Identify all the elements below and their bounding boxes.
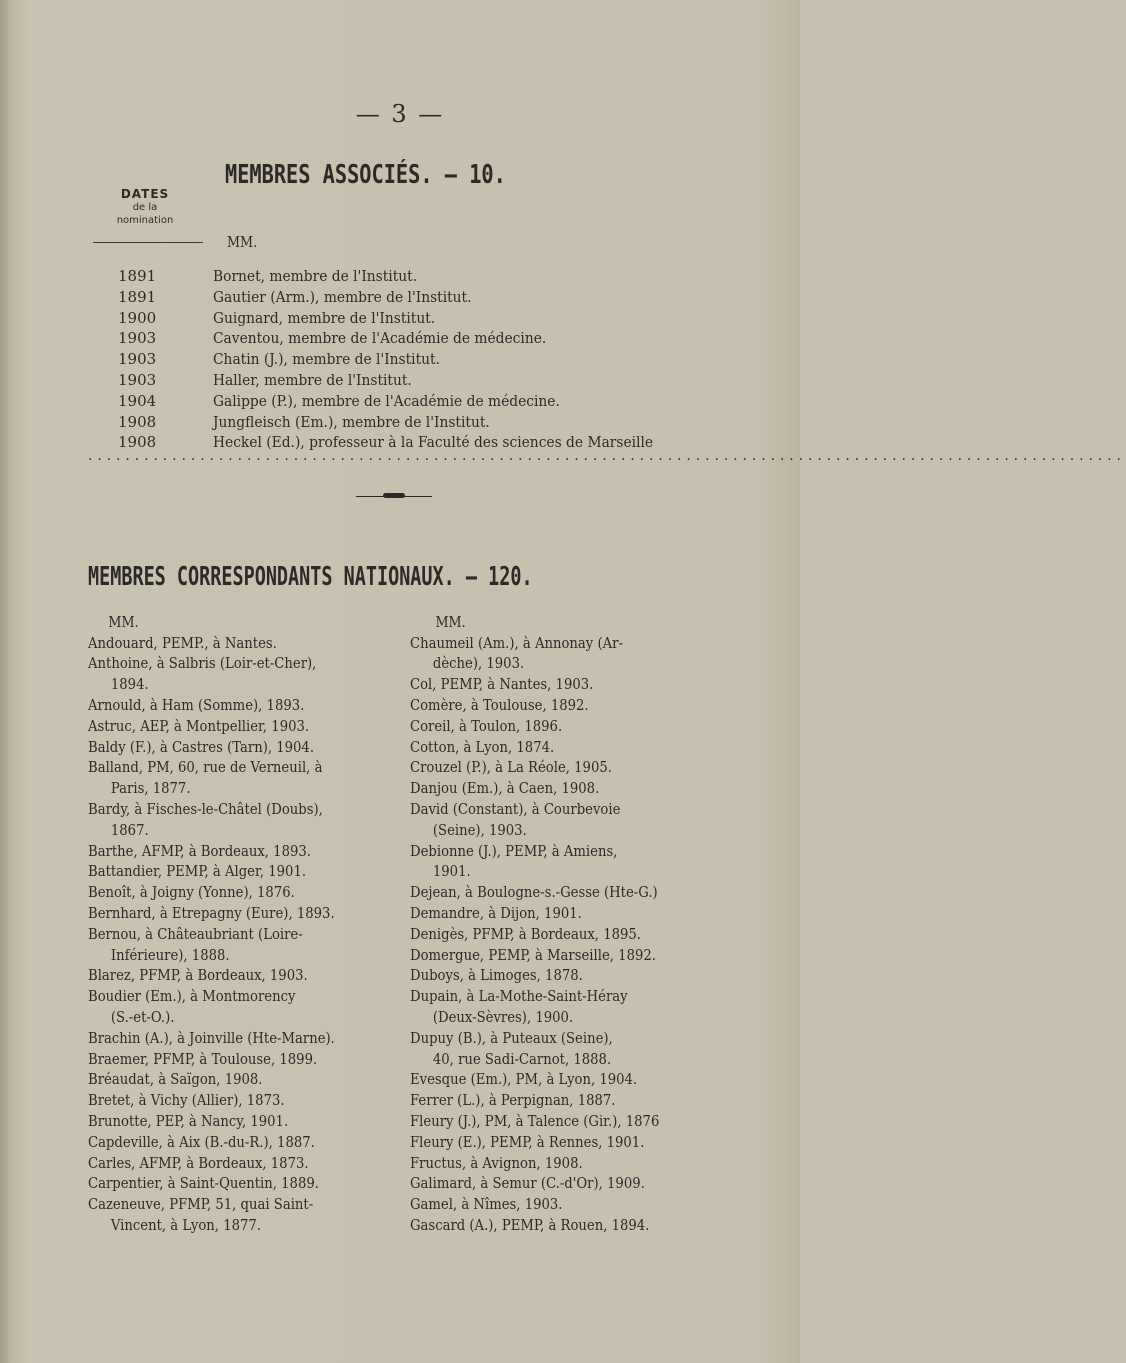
member-entry: Galippe (P.), membre de l'Académie de médecine. — [213, 391, 560, 410]
dates-header-line: DATES — [120, 187, 170, 201]
correspondant-line: Blarez, PFMP, à Bordeaux, 1903. — [88, 966, 308, 985]
correspondant-line: (Deux-Sèvres), 1900. — [432, 1007, 574, 1026]
correspondants-right-column — [410, 612, 710, 1236]
member-row — [0, 308, 800, 329]
dates-rule — [93, 242, 203, 243]
correspondant-line: 1901. — [432, 862, 471, 881]
correspondant-line: Danjou (Em.), à Caen, 1908. — [410, 779, 600, 798]
correspondant-line: Paris, 1877. — [110, 779, 191, 798]
correspondant-line: Bernhard, à Etrepagny (Eure), 1893. — [88, 903, 335, 922]
nomination-year: 1891 — [118, 287, 157, 306]
correspondant-line: Fleury (E.), PEMP, à Rennes, 1901. — [410, 1132, 645, 1151]
member-row — [0, 266, 800, 287]
nomination-year: 1900 — [118, 308, 157, 327]
associes-list — [0, 266, 800, 453]
member-row — [0, 391, 800, 412]
left-column-mm: MM. — [108, 613, 139, 631]
correspondant-line: Chaumeil (Am.), à Annonay (Ar- — [410, 633, 623, 652]
nomination-year: 1903 — [118, 350, 157, 369]
correspondant-line: Vincent, à Lyon, 1877. — [110, 1215, 262, 1234]
correspondant-line: Comère, à Toulouse, 1892. — [410, 695, 589, 714]
correspondant-line: Astruc, AEP, à Montpellier, 1903. — [88, 716, 310, 735]
dotted-leader: ............................................................................................................... — [88, 448, 1126, 464]
correspondant-line: Inférieure), 1888. — [110, 945, 230, 964]
correspondant-line: Bernou, à Châteaubriant (Loire- — [88, 924, 303, 943]
correspondant-line: Brunotte, PEP, à Nancy, 1901. — [88, 1111, 289, 1130]
correspondant-line: Bréaudat, à Saïgon, 1908. — [88, 1070, 263, 1089]
correspondant-line: Col, PEMP, à Nantes, 1903. — [410, 675, 594, 694]
correspondant-line: Cotton, à Lyon, 1874. — [410, 737, 555, 756]
dates-header — [100, 188, 190, 227]
nomination-year: 1908 — [118, 412, 157, 431]
correspondant-line: Galimard, à Semur (C.-d'Or), 1909. — [410, 1174, 645, 1193]
member-entry: Heckel (Ed.), professeur à la Faculté des sciences de Marseille — [213, 433, 654, 452]
nomination-year: 1903 — [118, 370, 157, 389]
correspondant-line: Battandier, PEMP, à Alger, 1901. — [88, 862, 307, 881]
correspondant-line: Crouzel (P.), à La Réole, 1905. — [410, 758, 612, 777]
correspondant-line: Cazeneuve, PFMP, 51, quai Saint- — [88, 1195, 314, 1214]
dates-header-line: de la — [132, 202, 158, 213]
correspondant-line: (Seine), 1903. — [432, 820, 527, 839]
correspondant-line: Coreil, à Toulon, 1896. — [410, 716, 563, 735]
correspondant-line: Ferrer (L.), à Perpignan, 1887. — [410, 1091, 616, 1110]
nomination-year: 1908 — [118, 433, 157, 452]
member-row — [0, 349, 800, 370]
dates-header-line: nomination — [116, 215, 174, 226]
member-entry: Gautier (Arm.), membre de l'Institut. — [213, 287, 472, 306]
member-entry: Haller, membre de l'Institut. — [213, 370, 412, 389]
member-row — [0, 328, 800, 349]
nomination-year: 1904 — [118, 391, 157, 410]
correspondant-line: dèche), 1903. — [432, 654, 525, 673]
correspondant-line: Barthe, AFMP, à Bordeaux, 1893. — [88, 841, 311, 860]
correspondant-line: Gamel, à Nîmes, 1903. — [410, 1195, 563, 1214]
member-row — [0, 287, 800, 308]
separator-ornament — [383, 493, 405, 498]
correspondant-line: Debionne (J.), PEMP, à Amiens, — [410, 841, 618, 860]
member-entry: Jungfleisch (Em.), membre de l'Institut. — [213, 412, 490, 431]
correspondant-line: Dejean, à Boulogne-s.-Gesse (Hte-G.) — [410, 883, 658, 902]
correspondant-line: Fructus, à Avignon, 1908. — [410, 1153, 583, 1172]
correspondant-line: 1894. — [110, 675, 149, 694]
nomination-year: 1903 — [118, 329, 157, 348]
correspondant-line: Demandre, à Dijon, 1901. — [410, 903, 582, 922]
correspondant-line: Carles, AFMP, à Bordeaux, 1873. — [88, 1153, 309, 1172]
correspondants-title: MEMBRES CORRESPONDANTS NATIONAUX. — 120. — [88, 562, 533, 592]
correspondant-line: Bardy, à Fisches-le-Châtel (Doubs), — [88, 799, 323, 818]
member-row — [0, 412, 800, 433]
correspondant-line: Evesque (Em.), PM, à Lyon, 1904. — [410, 1070, 638, 1089]
correspondant-line: Arnould, à Ham (Somme), 1893. — [88, 695, 305, 714]
correspondant-line: Benoît, à Joigny (Yonne), 1876. — [88, 883, 295, 902]
correspondant-line: Baldy (F.), à Castres (Tarn), 1904. — [88, 737, 315, 756]
correspondant-line: 1867. — [110, 820, 149, 839]
right-column-mm: MM. — [435, 613, 466, 631]
correspondant-line: Domergue, PEMP, à Marseille, 1892. — [410, 945, 656, 964]
correspondant-line: 40, rue Sadi-Carnot, 1888. — [432, 1049, 612, 1068]
correspondant-line: Bretet, à Vichy (Allier), 1873. — [88, 1091, 285, 1110]
correspondant-line: Brachin (A.), à Joinville (Hte-Marne). — [88, 1028, 335, 1047]
correspondant-line: Andouard, PEMP., à Nantes. — [88, 633, 277, 652]
member-entry: Caventou, membre de l'Académie de médecine. — [213, 329, 547, 348]
correspondant-line: (S.-et-O.). — [110, 1007, 175, 1026]
member-entry: Guignard, membre de l'Institut. — [213, 308, 436, 327]
associes-mm: MM. — [227, 233, 258, 251]
member-row — [0, 370, 800, 391]
correspondants-left-column — [88, 612, 408, 1236]
member-entry: Bornet, membre de l'Institut. — [213, 267, 418, 285]
correspondant-line: David (Constant), à Courbevoie — [410, 799, 621, 818]
correspondant-line: Braemer, PFMP, à Toulouse, 1899. — [88, 1049, 318, 1068]
correspondant-line: Gascard (A.), PEMP, à Rouen, 1894. — [410, 1215, 650, 1234]
correspondant-line: Denigès, PFMP, à Bordeaux, 1895. — [410, 924, 641, 943]
correspondant-line: Balland, PM, 60, rue de Verneuil, à — [88, 758, 323, 777]
correspondant-line: Fleury (J.), PM, à Talence (Gir.), 1876 — [410, 1111, 660, 1130]
member-entry: Chatin (J.), membre de l'Institut. — [213, 350, 440, 369]
correspondant-line: Dupain, à La-Mothe-Saint-Héray — [410, 987, 628, 1006]
correspondant-line: Duboys, à Limoges, 1878. — [410, 966, 583, 985]
page-number: — 3 — — [355, 100, 445, 128]
correspondant-line: Boudier (Em.), à Montmorency — [88, 987, 296, 1006]
associes-title: MEMBRES ASSOCIÉS. — 10. — [225, 160, 506, 190]
correspondant-line: Carpentier, à Saint-Quentin, 1889. — [88, 1174, 319, 1193]
correspondant-line: Anthoine, à Salbris (Loir-et-Cher), — [88, 654, 317, 673]
nomination-year: 1891 — [118, 267, 157, 285]
correspondant-line: Capdeville, à Aix (B.-du-R.), 1887. — [88, 1132, 315, 1151]
correspondant-line: Dupuy (B.), à Puteaux (Seine), — [410, 1028, 613, 1047]
